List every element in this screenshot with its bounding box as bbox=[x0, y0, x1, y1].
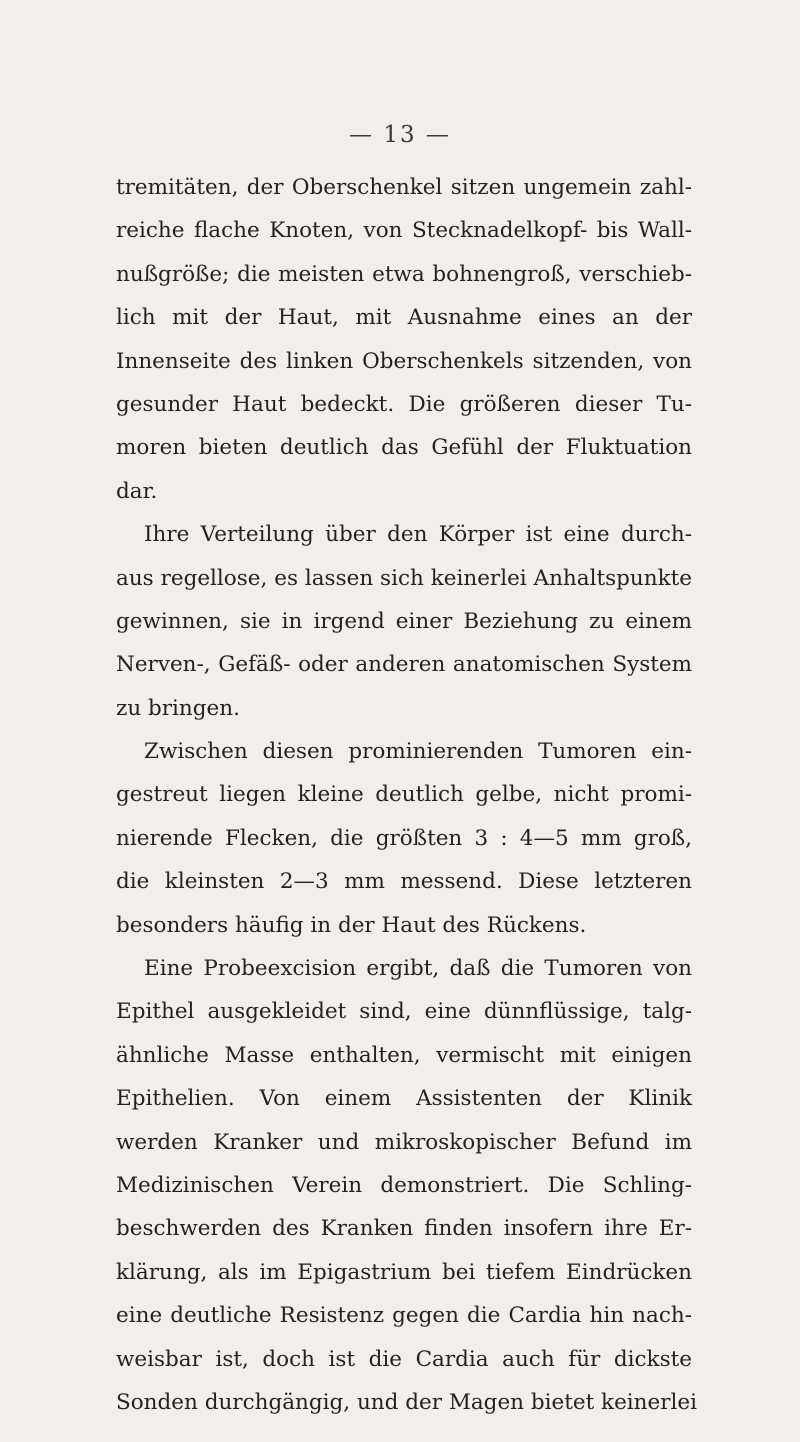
text-line: gewinnen, sie in irgend einer Beziehung zu einem bbox=[116, 608, 692, 634]
text-line: nußgröße; die meisten etwa bohnengroß, verschieb- bbox=[116, 261, 692, 287]
text-line: reiche flache Knoten, von Stecknadelkopf- bis Wall- bbox=[116, 218, 692, 244]
text-line: Innenseite des linken Oberschenkels sitzenden, von bbox=[116, 348, 692, 374]
text-line: gesunder Haut bedeckt. Die größeren dieser Tu- bbox=[116, 391, 692, 417]
text-line: weisbar ist, doch ist die Cardia auch für dickste bbox=[116, 1346, 692, 1372]
text-line: Medizinischen Verein demonstriert. Die Schling- bbox=[116, 1172, 692, 1198]
text-line: Sonden durchgängig, und der Magen bietet keinerlei bbox=[116, 1389, 698, 1415]
text-line: nierende Flecken, die größten 3 : 4—5 mm groß, bbox=[116, 825, 692, 851]
text-line: zu bringen. bbox=[116, 695, 240, 721]
text-line: Nerven-, Gefäß- oder anderen anatomischen System bbox=[116, 652, 692, 678]
text-line: klärung, als im Epigastrium bei tiefem Eindrücken bbox=[116, 1259, 692, 1285]
text-line: besonders häufig in der Haut des Rückens. bbox=[116, 912, 587, 938]
page-number: — 13 — bbox=[349, 122, 451, 148]
text-line: werden Kranker und mikroskopischer Befund im bbox=[116, 1129, 692, 1155]
text-line: beschwerden des Kranken finden insofern ihre Er- bbox=[116, 1216, 692, 1242]
text-line: lich mit der Haut, mit Ausnahme eines an der bbox=[116, 305, 692, 331]
text-line: ähnliche Masse enthalten, vermischt mit einigen bbox=[116, 1042, 692, 1068]
text-line: Epithel ausgekleidet sind, eine dünnflüssige, talg- bbox=[116, 999, 692, 1025]
text-line: Eine Probeexcision ergibt, daß die Tumoren von bbox=[144, 956, 692, 982]
body-text bbox=[116, 166, 698, 1424]
text-line: Zwischen diesen prominierenden Tumoren ein- bbox=[144, 739, 692, 765]
text-line: Ihre Verteilung über den Körper ist eine durch- bbox=[144, 522, 692, 548]
text-line: tremitäten, der Oberschenkel sitzen ungemein zahl- bbox=[116, 175, 692, 200]
text-line: Epithelien. Von einem Assistenten der Klinik bbox=[116, 1086, 692, 1112]
text-line: moren bieten deutlich das Gefühl der Fluktuation bbox=[116, 435, 692, 461]
text-line: gestreut liegen kleine deutlich gelbe, nicht promi- bbox=[116, 782, 692, 808]
text-line: dar. bbox=[116, 478, 158, 504]
text-line: aus regellose, es lassen sich keinerlei Anhaltspunkte bbox=[116, 565, 692, 591]
text-line: die kleinsten 2—3 mm messend. Diese letzteren bbox=[116, 869, 692, 895]
text-line: eine deutliche Resistenz gegen die Cardia hin nach- bbox=[116, 1303, 692, 1329]
